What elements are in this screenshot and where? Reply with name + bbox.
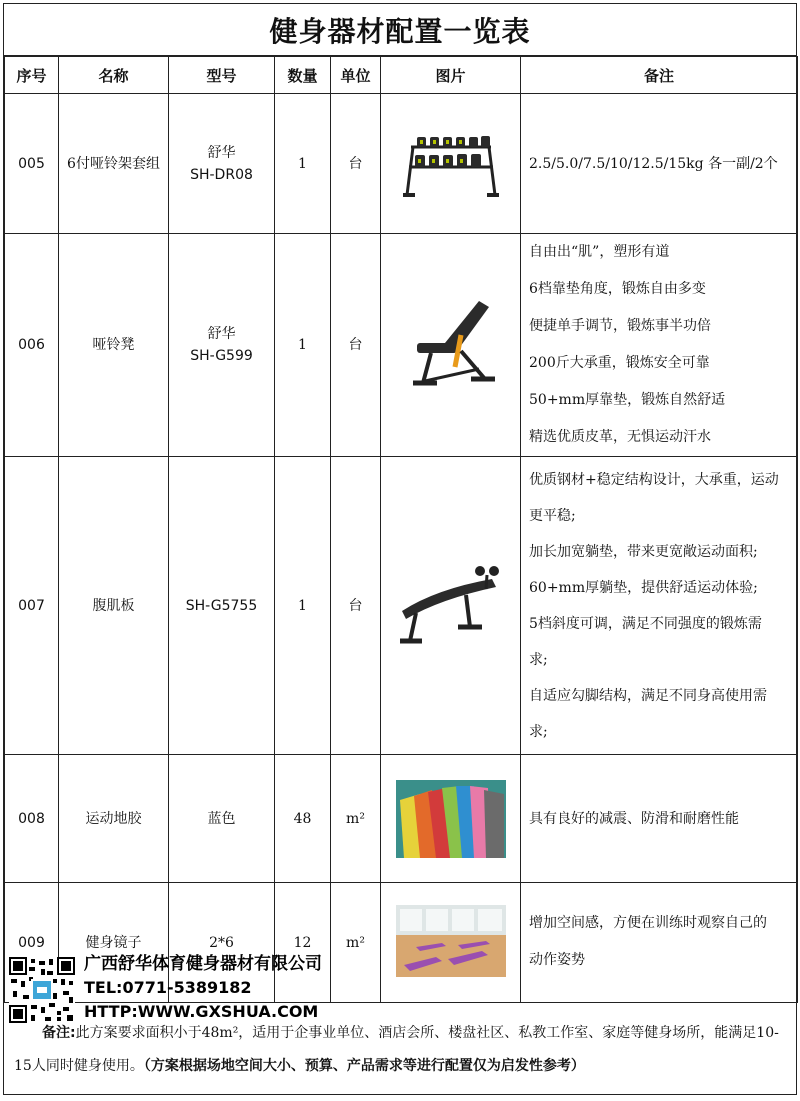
- company-tel: TEL:0771-5389182: [84, 978, 252, 997]
- row-image: [381, 883, 521, 1003]
- row-qty: 48: [275, 755, 331, 883]
- sport-flooring-swatches-photo: [396, 780, 506, 858]
- remark-line: 60+mm厚躺垫，提供舒适运动体验;: [529, 579, 758, 596]
- header-remark: 备注: [521, 57, 798, 94]
- row-model: [169, 94, 275, 234]
- dumbbell-rack-photo: [396, 129, 506, 199]
- note-bold-text: （方案根据场地空间大小、预算、产品需求等进行配置仅为启发性参考）: [143, 1058, 585, 1074]
- row-unit: m²: [331, 883, 381, 1003]
- equipment-table: [4, 56, 798, 1003]
- model-code: SH-DR08: [190, 166, 253, 183]
- row-name: 运动地胶: [59, 755, 169, 883]
- model-brand: 舒华: [207, 144, 236, 161]
- remark-line: 自由出“肌”，塑形有道: [529, 244, 670, 260]
- remark-line: 5档斜度可调，满足不同强度的锻炼需: [529, 615, 762, 632]
- row-image: [381, 234, 521, 457]
- remark-line: 增加空间感，方便在训练时观察自己的: [529, 915, 767, 931]
- remark-line: 动作姿势: [529, 952, 585, 968]
- sit-up-board-photo: [396, 561, 506, 651]
- remark-line: 2.5/5.0/7.5/10/12.5/15kg 各一副/2个: [529, 155, 778, 172]
- row-index: 006: [5, 234, 59, 457]
- header-index: 序号: [5, 57, 59, 94]
- remark-line: 求;: [529, 651, 548, 668]
- model-brand: 2*6: [209, 934, 234, 951]
- company-info: [84, 952, 322, 1024]
- remark-line: 6档靠垫角度，锻炼自由多变: [529, 281, 706, 297]
- row-index: 007: [5, 457, 59, 755]
- mirror-yoga-room-photo: [396, 905, 506, 977]
- dumbbell-bench-photo: [396, 295, 506, 395]
- table-row: [5, 755, 798, 883]
- remark-line: 具有良好的减震、防滑和耐磨性能: [529, 810, 739, 827]
- remark-line: 更平稳;: [529, 507, 576, 524]
- model-brand: 蓝色: [207, 810, 236, 827]
- row-name: 哑铃凳: [59, 234, 169, 457]
- row-name: 腹肌板: [59, 457, 169, 755]
- remark-line: 便捷单手调节，锻炼事半功倍: [529, 318, 711, 334]
- header-image: 图片: [381, 57, 521, 94]
- row-remarks: [521, 234, 798, 457]
- remark-line: 200斤大承重，锻炼安全可靠: [529, 355, 710, 371]
- remark-line: 自适应勾脚结构，满足不同身高使用需: [529, 687, 767, 704]
- remark-line: 50+mm厚靠垫，锻炼自然舒适: [529, 392, 726, 408]
- row-qty: 1: [275, 94, 331, 234]
- remark-line: 精选优质皮革，无惧运动汗水: [529, 429, 711, 445]
- row-name-text: 6付哑铃架套组: [67, 155, 160, 172]
- row-index: 005: [5, 94, 59, 234]
- row-qty: 1: [275, 234, 331, 457]
- row-remarks: [521, 883, 798, 1003]
- row-index: 008: [5, 755, 59, 883]
- row-image: [381, 755, 521, 883]
- model-code: SH-G5755: [185, 597, 258, 614]
- remark-line: 求;: [529, 723, 548, 740]
- row-remarks: [521, 457, 798, 755]
- row-unit: 台: [331, 234, 381, 457]
- note-label: 备注:: [42, 1025, 76, 1041]
- table-row: [5, 457, 798, 755]
- table-header-row: [5, 57, 798, 94]
- company-name: 广西舒华体育健身器材有限公司: [84, 954, 322, 974]
- qr-code-icon: [9, 957, 75, 1023]
- row-unit: 台: [331, 94, 381, 234]
- row-model: [169, 234, 275, 457]
- row-qty: 12: [275, 883, 331, 1003]
- row-name: 健身镜子: [59, 883, 169, 1003]
- header-model: 型号: [169, 57, 275, 94]
- row-image: [381, 94, 521, 234]
- note-text: 此方案要求面积小于48m²，适用于企事业单位、酒店会所、楼盘社区、私教工作室、家庭等健身场所，能满足10-15人同时健身使用。: [14, 1025, 779, 1074]
- row-remarks: [521, 755, 798, 883]
- header-unit: 单位: [331, 57, 381, 94]
- equipment-sheet: [3, 3, 797, 1095]
- row-name: [59, 94, 169, 234]
- row-unit: 台: [331, 457, 381, 755]
- remark-line: 优质钢材+稳定结构设计，大承重，运动: [529, 471, 779, 488]
- table-row: [5, 234, 798, 457]
- remark-line: 加长加宽躺垫，带来更宽敞运动面积;: [529, 543, 758, 560]
- row-image: [381, 457, 521, 755]
- page-title: 健身器材配置一览表: [4, 4, 796, 56]
- plan-note: [14, 1017, 789, 1083]
- table-row: [5, 94, 798, 234]
- row-model: [169, 755, 275, 883]
- row-remarks: [521, 94, 798, 234]
- model-brand: 舒华: [207, 326, 236, 342]
- header-qty: 数量: [275, 57, 331, 94]
- row-unit: m²: [331, 755, 381, 883]
- row-qty: 1: [275, 457, 331, 755]
- row-model: [169, 457, 275, 755]
- model-code: SH-G599: [190, 348, 253, 364]
- row-index: 009: [5, 883, 59, 1003]
- company-website[interactable]: HTTP:WWW.GXSHUA.COM: [84, 1002, 319, 1021]
- header-name: 名称: [59, 57, 169, 94]
